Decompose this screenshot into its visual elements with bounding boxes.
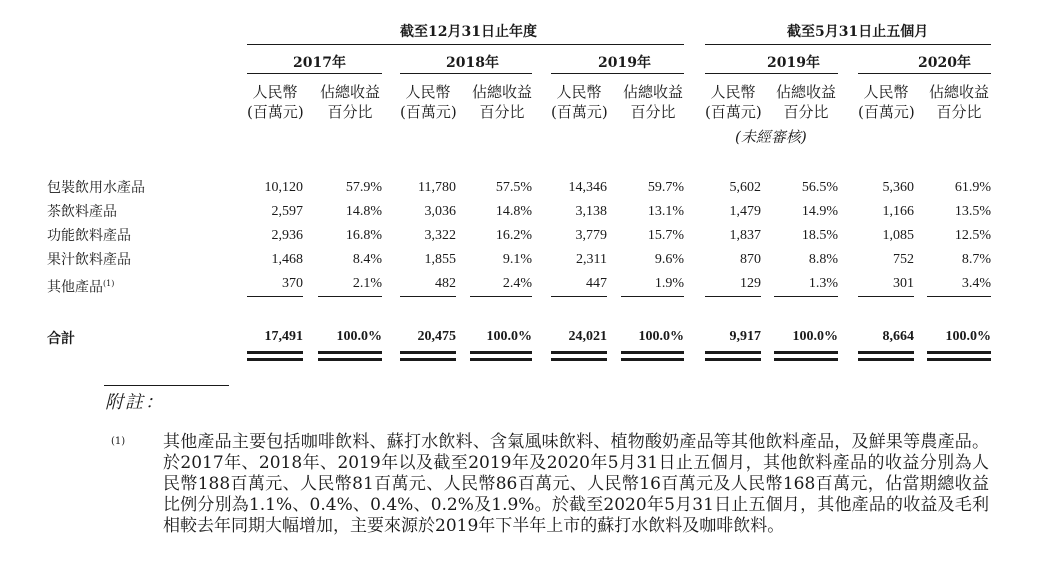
col-header-rmb: 人民幣 (百萬元) (858, 83, 915, 121)
total-double-rule (400, 358, 456, 361)
total-double-rule (247, 351, 303, 354)
table-cell: 13.1% (647, 204, 684, 219)
total-cell: 17,491 (264, 329, 303, 344)
subtotal-rule (621, 296, 684, 297)
table-cell: 15.7% (647, 228, 684, 243)
total-double-rule (858, 358, 914, 361)
year-header-2017: 2017年 (293, 55, 346, 71)
subtotal-rule (858, 296, 914, 297)
table-cell: 1,468 (271, 252, 303, 267)
total-label: 合計 (47, 331, 75, 347)
table-cell: 1,855 (424, 252, 456, 267)
total-cell: 24,021 (568, 329, 607, 344)
table-cell: 482 (435, 276, 456, 291)
row-label: 果汁飲料產品 (47, 252, 131, 268)
total-cell: 20,475 (417, 329, 456, 344)
table-cell: 11,780 (418, 180, 456, 195)
table-cell: 57.5% (495, 180, 532, 195)
total-double-rule (318, 358, 382, 361)
table-cell: 16.8% (345, 228, 382, 243)
table-cell: 1.3% (808, 276, 838, 291)
unaudited-note: (未經審核) (735, 128, 807, 146)
table-cell: 3,036 (424, 204, 456, 219)
group-rule-full-year (247, 44, 684, 45)
table-cell: 2,936 (271, 228, 303, 243)
year-rule-2018 (400, 73, 532, 74)
table-cell: 870 (740, 252, 761, 267)
total-double-rule (705, 351, 761, 354)
table-cell: 8.4% (352, 252, 382, 267)
year-rule-2019 (551, 73, 684, 74)
total-double-rule (551, 351, 607, 354)
col-header-rmb: 人民幣 (百萬元) (705, 83, 762, 121)
table-cell: 370 (282, 276, 303, 291)
table-cell: 14,346 (568, 180, 607, 195)
table-cell: 61.9% (954, 180, 991, 195)
total-double-rule (774, 358, 838, 361)
footnote-marker: (1) (103, 279, 115, 288)
table-cell: 8.7% (961, 252, 991, 267)
notes-rule (104, 385, 229, 386)
subtotal-rule (927, 296, 991, 297)
col-header-rmb: 人民幣 (百萬元) (400, 83, 457, 121)
col-header-pct: 佔總收益 百分比 (928, 83, 989, 121)
total-double-rule (247, 358, 303, 361)
table-cell: 2,311 (576, 252, 607, 267)
year-rule-2017 (247, 73, 382, 74)
table-cell: 56.5% (801, 180, 838, 195)
total-double-rule (551, 358, 607, 361)
subtotal-rule (774, 296, 838, 297)
subtotal-rule (551, 296, 607, 297)
total-cell: 100.0% (945, 329, 991, 344)
table-cell: 129 (740, 276, 761, 291)
col-header-pct: 佔總收益 百分比 (471, 83, 532, 121)
total-double-rule (705, 358, 761, 361)
total-cell: 100.0% (792, 329, 838, 344)
year-header-2019: 2019年 (598, 55, 651, 71)
table-cell: 12.5% (954, 228, 991, 243)
table-cell: 59.7% (647, 180, 684, 195)
table-cell: 57.9% (345, 180, 382, 195)
total-cell: 9,917 (729, 329, 761, 344)
total-double-rule (927, 351, 991, 354)
table-cell: 9.1% (502, 252, 532, 267)
table-cell: 3,138 (575, 204, 607, 219)
table-cell: 2.1% (352, 276, 382, 291)
table-cell: 9.6% (654, 252, 684, 267)
table-cell: 2.4% (502, 276, 532, 291)
table-cell: 301 (893, 276, 914, 291)
total-double-rule (318, 351, 382, 354)
subtotal-rule (400, 296, 456, 297)
table-cell: 1,166 (882, 204, 914, 219)
total-cell: 100.0% (486, 329, 532, 344)
notes-title: 附註： (105, 392, 165, 413)
table-cell: 10,120 (264, 180, 303, 195)
col-header-rmb: 人民幣 (百萬元) (551, 83, 608, 121)
table-cell: 14.8% (495, 204, 532, 219)
table-cell: 1,479 (729, 204, 761, 219)
col-header-pct: 佔總收益 百分比 (622, 83, 683, 121)
col-header-pct: 佔總收益 百分比 (319, 83, 380, 121)
table-cell: 752 (893, 252, 914, 267)
total-double-rule (621, 358, 684, 361)
total-double-rule (927, 358, 991, 361)
total-double-rule (400, 351, 456, 354)
subtotal-rule (705, 296, 761, 297)
row-label: 功能飲料產品 (47, 228, 131, 244)
row-label: 其他產品$^{(1)}$ (47, 279, 115, 296)
note-marker: (1) (111, 436, 126, 447)
table-cell: 3,322 (424, 228, 456, 243)
table-cell: 5,360 (882, 180, 914, 195)
note-text: 其他產品主要包括咖啡飲料、蘇打水飲料、含氣風味飲料、植物酸奶產品等其他飲料產品，及鮮果等農產品。於2017年、2018年、2019年以及截至2019年及2020年5月31日止五個月，其他飲料產品的收益分別為人民幣188百萬元、人民幣81百萬元、人民幣86百萬元、人民幣16百萬元及人民幣168百萬元，佔當期總收益比例分別為1.1%、0.4%、0.4%、0.2%及1.9%。於截至2020年5月31日止五個月，其他產品的收益及毛利相較去年同期大幅增加，主要來源於2019年下半年上市的蘇打水飲料及咖啡飲料。 (163, 432, 989, 536)
year-rule-2020-5m (858, 73, 991, 74)
group-header-full-year: 截至12月31日止年度 (400, 24, 537, 40)
table-cell: 2,597 (271, 204, 303, 219)
group-header-five-months: 截至5月31日止五個月 (787, 24, 929, 40)
year-header-2019-5m: 2019年 (767, 55, 820, 71)
total-cell: 100.0% (336, 329, 382, 344)
subtotal-rule (247, 296, 303, 297)
total-double-rule (858, 351, 914, 354)
row-label: 包裝飲用水產品 (47, 180, 145, 196)
col-header-pct: 佔總收益 百分比 (775, 83, 836, 121)
table-cell: 3,779 (575, 228, 607, 243)
table-cell: 14.8% (345, 204, 382, 219)
year-header-2018: 2018年 (446, 55, 499, 71)
table-cell: 3.4% (961, 276, 991, 291)
table-cell: 5,602 (729, 180, 761, 195)
table-cell: 8.8% (808, 252, 838, 267)
table-cell: 14.9% (801, 204, 838, 219)
table-cell: 1,085 (882, 228, 914, 243)
total-double-rule (621, 351, 684, 354)
table-cell: 1,837 (729, 228, 761, 243)
table-cell: 16.2% (495, 228, 532, 243)
total-double-rule (470, 351, 532, 354)
subtotal-rule (318, 296, 382, 297)
total-cell: 8,664 (882, 329, 914, 344)
year-rule-2019-5m (705, 73, 838, 74)
col-header-rmb: 人民幣 (百萬元) (247, 83, 304, 121)
table-cell: 13.5% (954, 204, 991, 219)
table-cell: 447 (586, 276, 607, 291)
subtotal-rule (470, 296, 532, 297)
total-cell: 100.0% (638, 329, 684, 344)
total-double-rule (470, 358, 532, 361)
total-double-rule (774, 351, 838, 354)
year-header-2020-5m: 2020年 (918, 55, 971, 71)
group-rule-five-months (705, 44, 991, 45)
table-cell: 18.5% (801, 228, 838, 243)
table-cell: 1.9% (654, 276, 684, 291)
row-label: 茶飲料產品 (47, 204, 117, 220)
